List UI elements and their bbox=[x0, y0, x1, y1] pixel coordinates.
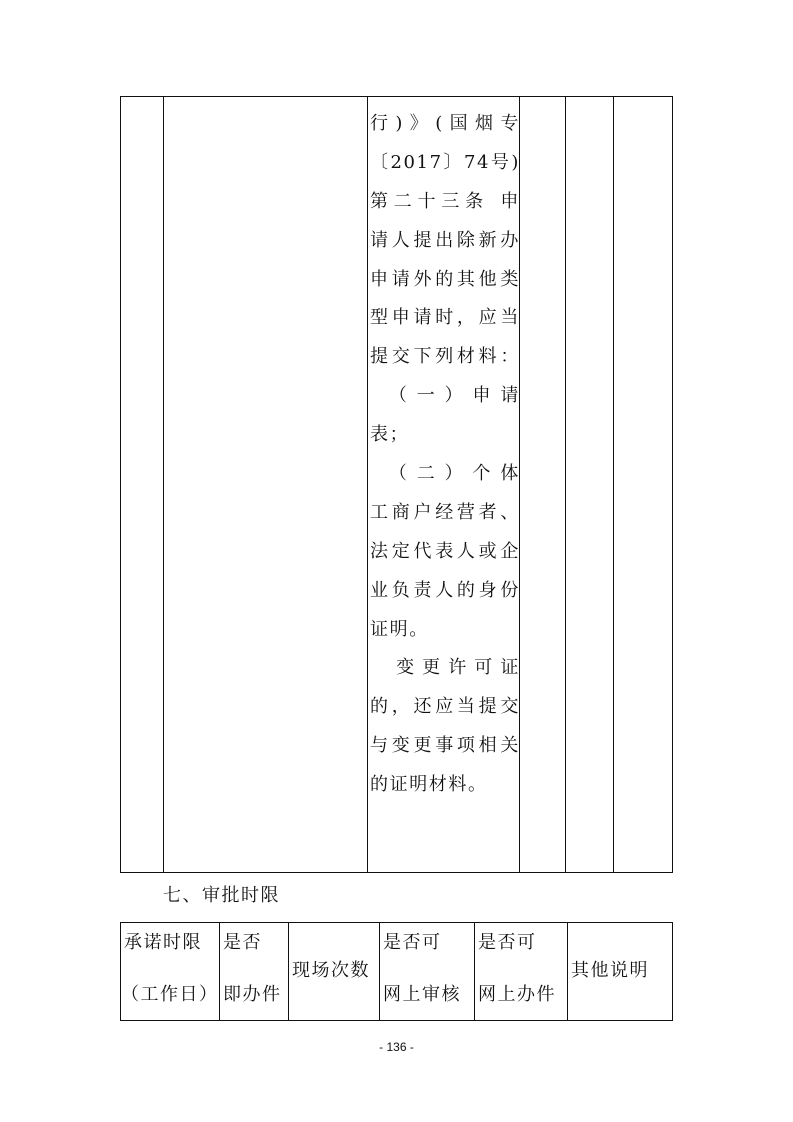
header-text: 是否可 bbox=[478, 932, 537, 953]
text-line: （二）个体 bbox=[370, 463, 520, 485]
header-commitment-time-limit bbox=[121, 923, 219, 1020]
text-line: 的，还应当提交 bbox=[370, 696, 520, 718]
header-other-notes bbox=[568, 923, 672, 1020]
header-text: 是否可 bbox=[383, 932, 442, 953]
column-divider bbox=[565, 97, 566, 872]
text-line: 请人提出除新办 bbox=[370, 229, 520, 251]
text-line: 法定代表人或企 bbox=[370, 540, 520, 562]
page-number: - 136 - bbox=[379, 1040, 414, 1054]
text-line: 业负责人的身份 bbox=[370, 579, 520, 601]
text-line: 〔2017〕74号) bbox=[370, 151, 520, 173]
legal-basis-cell bbox=[370, 105, 520, 805]
header-online-review bbox=[380, 923, 474, 1020]
materials-table-continuation bbox=[120, 96, 673, 873]
column-divider bbox=[613, 97, 614, 872]
text-line: 与变更事项相关 bbox=[370, 735, 520, 757]
text-line: 证明。 bbox=[370, 618, 429, 640]
header-text: （工作日） bbox=[121, 984, 219, 1005]
text-line: 型申请时，应当 bbox=[370, 307, 520, 329]
section-heading: 七、审批时限 bbox=[163, 885, 280, 906]
column-divider bbox=[163, 97, 164, 872]
header-text: 是否 bbox=[223, 932, 262, 953]
text-line: 提交下列材料： bbox=[370, 346, 520, 368]
column-divider bbox=[367, 97, 368, 872]
text-line: （一）申请 bbox=[370, 385, 520, 407]
text-line: 工商户经营者、 bbox=[370, 501, 520, 523]
text-line: 的证明材料。 bbox=[370, 774, 488, 796]
text-line: 行)》(国烟专 bbox=[370, 113, 520, 134]
header-text: 网上办件 bbox=[478, 984, 556, 1005]
header-text: 承诺时限 bbox=[124, 932, 202, 953]
header-text: 网上审核 bbox=[383, 984, 461, 1005]
header-text: 现场次数 bbox=[292, 960, 370, 981]
text-line: 表； bbox=[370, 424, 410, 446]
text-line: 申请外的其他类 bbox=[370, 268, 520, 290]
header-text: 其他说明 bbox=[571, 960, 649, 981]
header-online-processing bbox=[475, 923, 567, 1020]
header-onsite-visits bbox=[289, 923, 379, 1020]
header-immediate-processing bbox=[220, 923, 288, 1020]
text-line: 变更许可证 bbox=[370, 657, 520, 679]
approval-time-limit-table bbox=[120, 922, 673, 1021]
text-line: 第二十三条 申 bbox=[370, 190, 520, 212]
header-text: 即办件 bbox=[223, 984, 282, 1005]
